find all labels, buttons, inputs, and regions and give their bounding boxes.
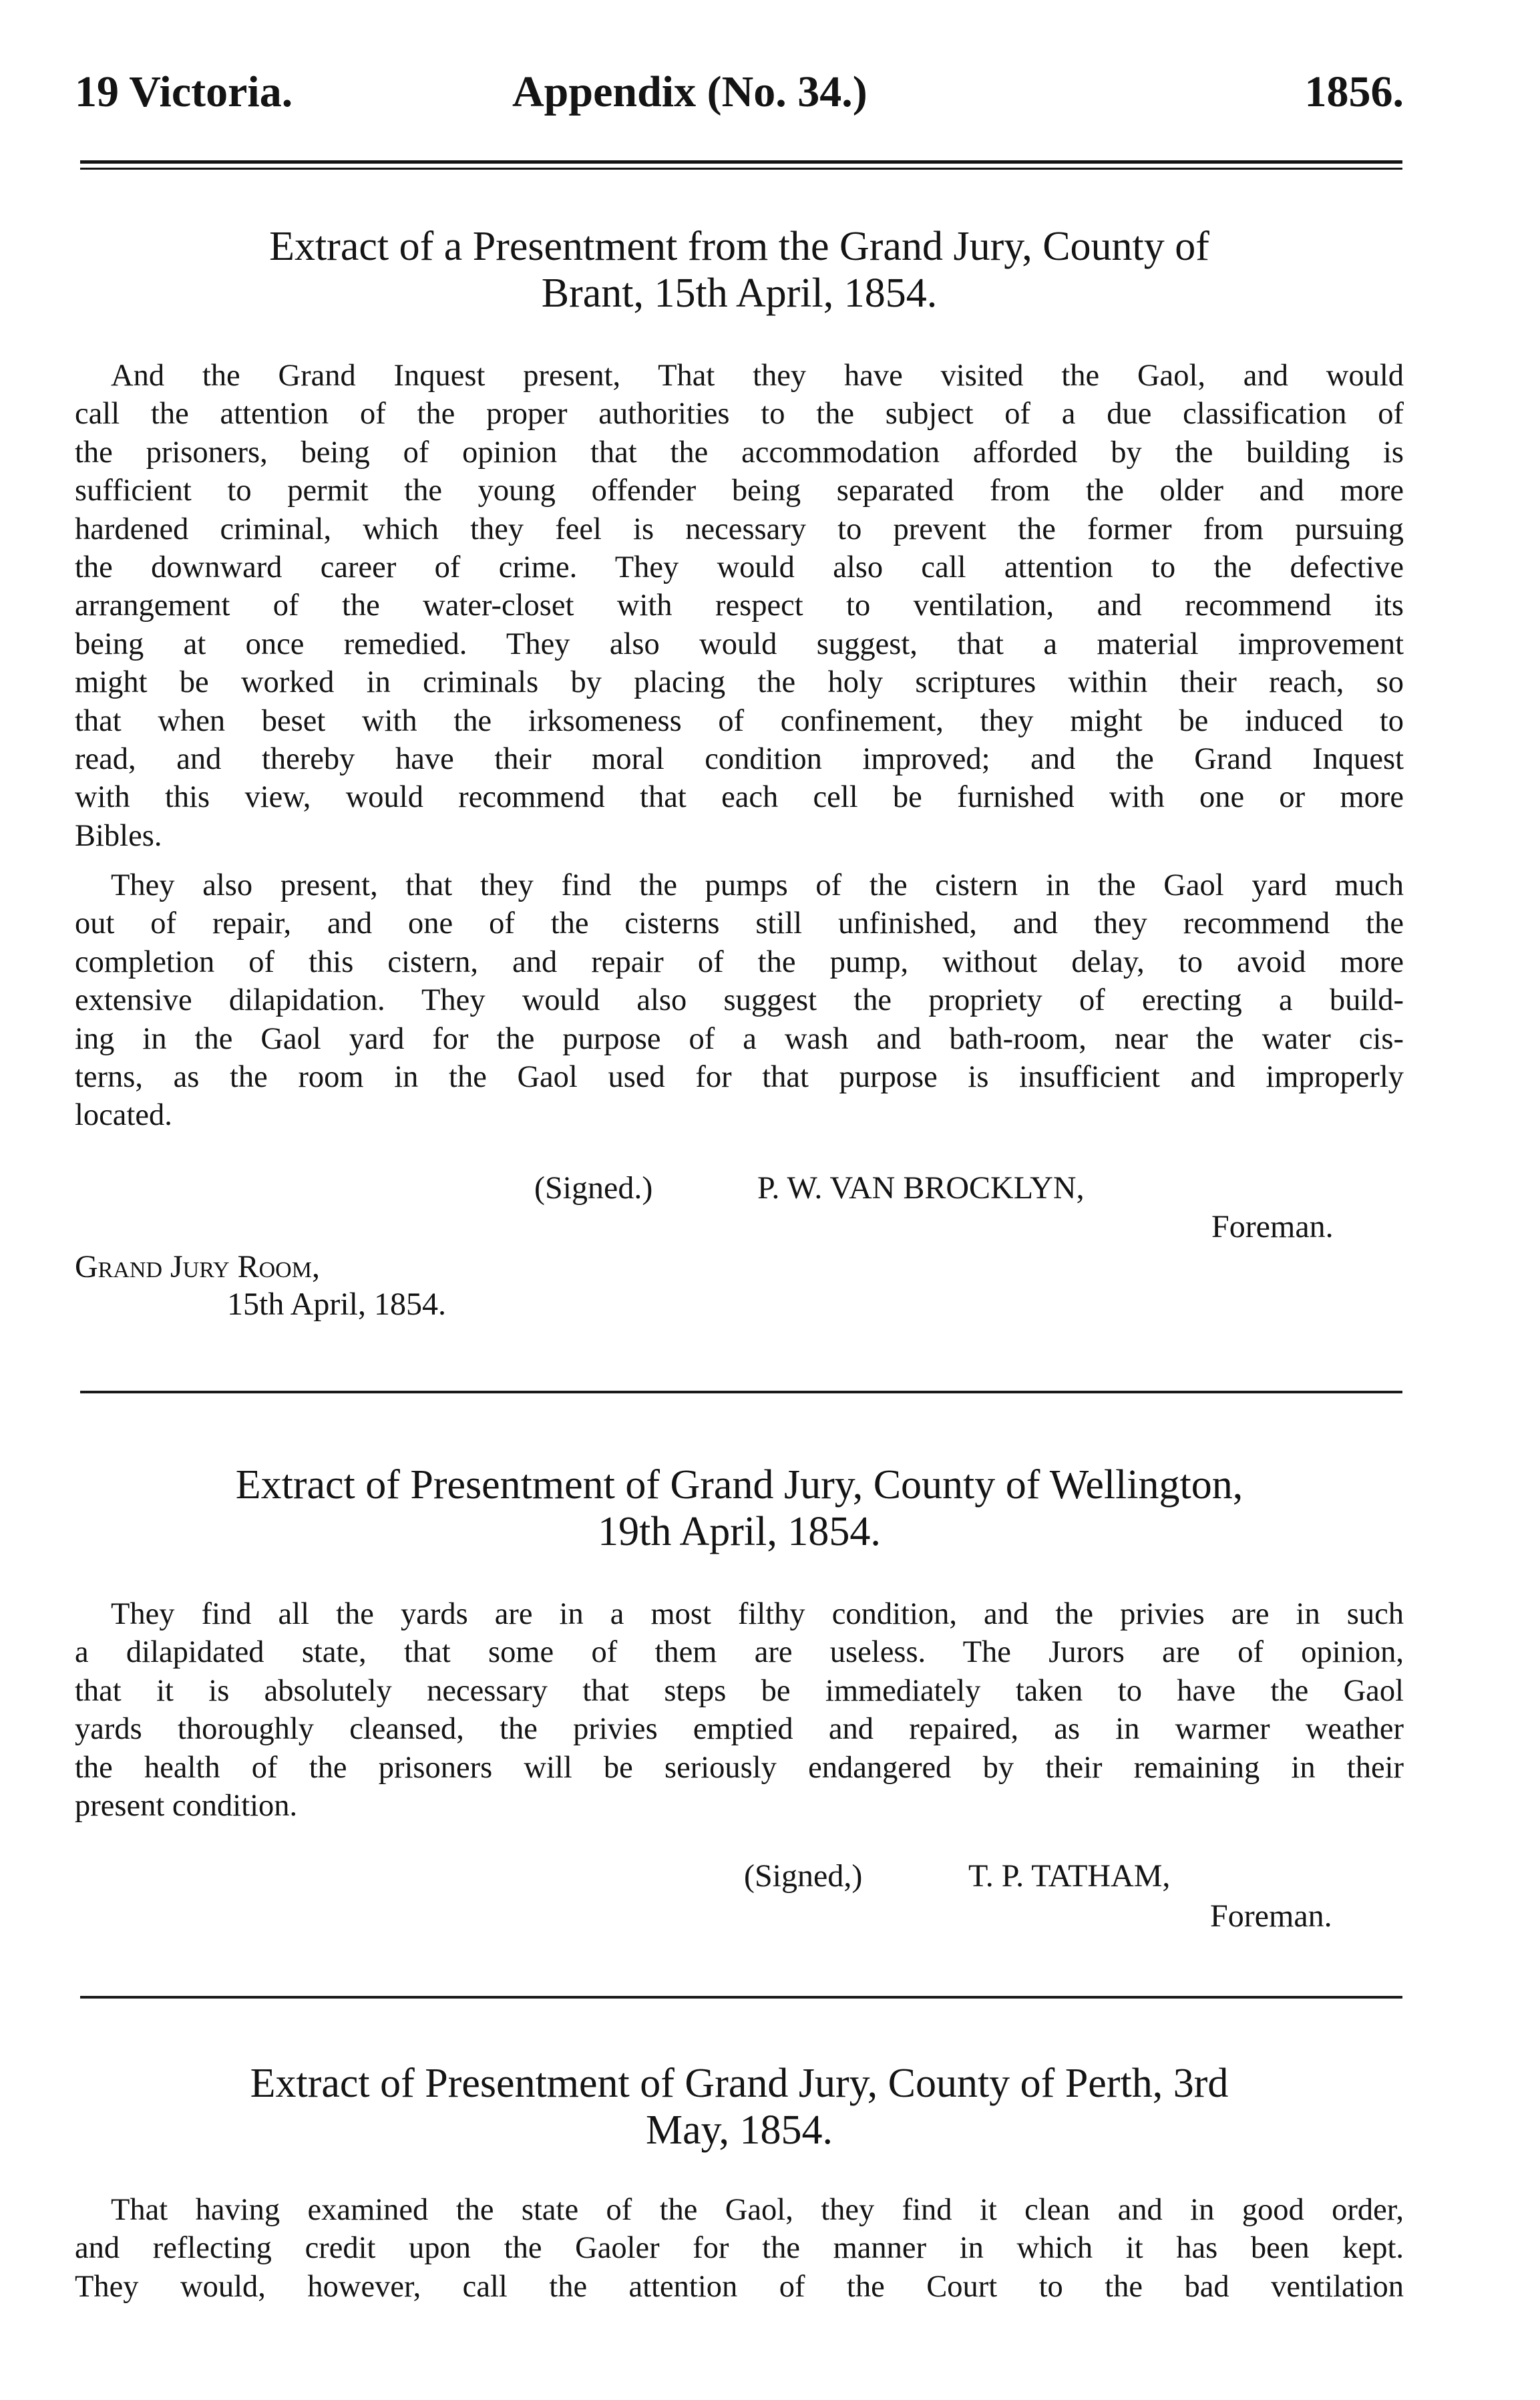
header-double-rule bbox=[80, 160, 1402, 170]
section-divider bbox=[80, 1391, 1402, 1393]
signer-name: P. W. VAN BROCKLYN, bbox=[757, 1170, 1085, 1206]
signer-title: Foreman. bbox=[1210, 1898, 1332, 1934]
signer-title: Foreman. bbox=[1211, 1209, 1334, 1244]
section-heading-brant: Extract of a Presentment from the Grand Jury, County of Brant, 15th April, 1854. bbox=[269, 224, 1209, 316]
signed-label: (Signed.) bbox=[534, 1170, 653, 1206]
perth-paragraph: That having examined the state of the Gaol, they find it clean and in good order, and reflecting credit upon the Gaoler for the manner in which it has been kept. They would, however, call the attention of the Court to the bad ventilation bbox=[75, 2193, 1404, 2304]
running-head-appendix: Appendix (No. 34.) bbox=[512, 67, 868, 116]
running-head-year: 19 Victoria. bbox=[75, 67, 293, 116]
running-head-date: 1856. bbox=[1304, 67, 1404, 116]
section-heading-perth: Extract of Presentment of Grand Jury, County of Perth, 3rd May, 1854. bbox=[250, 2061, 1229, 2153]
brant-paragraph-1: And the Grand Inquest present, That they have visited the Gaol, and would call the attention of the proper authorities to the subject of a due classification of the prisoners, being of opinion that the accommodation afforded by the building is sufficient to permit the young offender being separated from the older and more hardened criminal, which they feel is necessary to prevent the former from pursuing the downward career of crime. They would also call attention to the defective arrangement of the water-closet with respect to ventilation, and recommend its being at once remedied. They also would suggest, that a material improvement might be worked in criminals by placing the holy scriptures within their reach, so that when beset with the irksomeness of confinement, they might be induced to read, and thereby have their moral condition improved; and the Grand Inquest with this view, would recommend that each cell be furnished with one or more Bibles. bbox=[75, 359, 1404, 853]
signing-place: Grand Jury Room, bbox=[75, 1249, 320, 1284]
wellington-paragraph: They find all the yards are in a most filthy condition, and the privies are in such a dilapidated state, that some of them are useless. The Jurors are of opinion, that it is absolutely necessary that steps be immediately taken to have the Gaol yards thoroughly cleansed, the privies emptied and repaired, as in warmer weather the health of the prisoners will be seriously endangered by their remaining in their present condition. bbox=[75, 1597, 1404, 1824]
brant-paragraph-2: They also present, that they find the pumps of the cistern in the Gaol yard much out of repair, and one of the cisterns still unfinished, and they recommend the completion of this cistern, and repair of the pump, without delay, to avoid more extensive dilapidation. They would also suggest the propriety of erecting a build- ing in the Gaol yard for the purpose of a wash and bath-room, near the water cis- terns, as the room in the Gaol used for that purpose is insufficient and improperly located. bbox=[75, 868, 1404, 1133]
running-head bbox=[75, 65, 1404, 119]
signing-date: 15th April, 1854. bbox=[227, 1287, 447, 1322]
signer-name: T. P. TATHAM, bbox=[968, 1858, 1171, 1894]
section-heading-wellington: Extract of Presentment of Grand Jury, County of Wellington, 19th April, 1854. bbox=[235, 1462, 1243, 1554]
section-divider bbox=[80, 1996, 1402, 1999]
signed-label: (Signed,) bbox=[744, 1858, 863, 1894]
